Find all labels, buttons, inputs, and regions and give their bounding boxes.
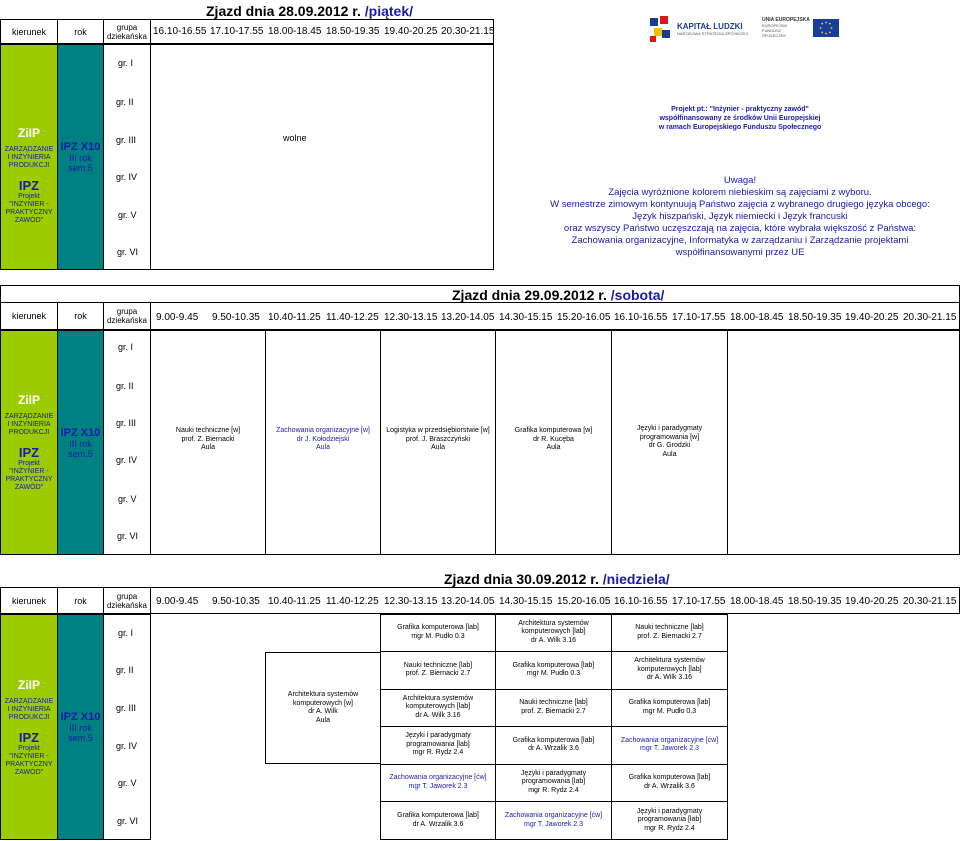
header-grupa: grupa dziekańska (103, 302, 151, 330)
class-teacher: dr A. Wilk 3.16 (646, 674, 693, 682)
class-teacher: prof. Z. Biernacki (181, 435, 235, 443)
zarzadzanie-label: ZARZĄDZANIE I INŻYNIERIA PRODUKCJI (4, 145, 54, 169)
slot: 12.30-13.15 (384, 596, 438, 607)
class-cell (380, 801, 496, 840)
class-room: Aula (200, 444, 215, 452)
class-name: Architektura systemów (634, 657, 705, 665)
class-name: Grafika komputerowa [lab] (628, 699, 711, 706)
group-label: gr. III (116, 418, 137, 428)
group-label: gr. IV (116, 455, 138, 465)
class-cell (495, 614, 612, 651)
slot: 18.00-18.45 (730, 312, 784, 323)
slot: 17.10-17.55 (210, 26, 264, 37)
header-kierunek: kierunek (0, 19, 58, 44)
notice-line: współfinansowanymi przez UE (675, 247, 805, 258)
zip-label: ZiIP (17, 125, 40, 140)
slot: 10.40-11.25 (268, 596, 321, 607)
class-room: Aula (430, 444, 445, 452)
group-label: gr. IV (116, 172, 138, 182)
projekt-label: Projekt (18, 460, 40, 467)
class-name: komputerowych [lab] (405, 703, 471, 711)
class-name: Logistyka w przedsiębiorstwie [w] (386, 427, 490, 435)
class-name: Architektura systemów (402, 694, 474, 702)
class-name: Architektura systemów (287, 691, 359, 698)
class-teacher: dr A. Wilk 3.16 (415, 711, 461, 719)
class-teacher: dr A. Wrzalik 3.6 (528, 745, 579, 752)
header-rok: rok (57, 19, 104, 44)
slot: 18.50-19.35 (788, 312, 842, 323)
kierunek-cell (0, 614, 58, 840)
project-info (600, 105, 880, 132)
zarzadzanie-label: ZARZĄDZANIE I INŻYNIERIA PRODUKCJI (4, 413, 54, 436)
kierunek-cell (0, 44, 58, 270)
class-name: Języki i paradygmaty (520, 769, 587, 777)
slot: 9.00-9.45 (156, 596, 199, 607)
class-cell (495, 420, 612, 460)
slot: 16.10-16.55 (614, 312, 668, 323)
class-room: Aula (315, 716, 330, 724)
class-teacher: dr R. Kucęba (533, 435, 574, 443)
slot: 19.40-20.25 (845, 596, 899, 607)
slot: 18.00-18.45 (268, 26, 322, 37)
class-cell-elective (611, 726, 728, 764)
class-name: Grafika komputerowa [w] (514, 427, 593, 435)
day2-title: Zjazd dnia 29.09.2012 r. /sobota/ (452, 287, 665, 303)
rok-sem-label: III rok sem.5 (68, 438, 93, 459)
class-teacher: dr J. Kołodziejski (296, 435, 350, 443)
zip-label: ZiIP (17, 677, 40, 692)
group-label: gr. II (116, 97, 134, 107)
kapital-ludzki-sub: NARODOWA STRATEGIA SPÓJNOŚCI (677, 31, 749, 36)
class-name: programowania [w] (639, 433, 700, 441)
class-name: Zachowania organizacyjne [ćw] (620, 736, 719, 744)
class-teacher: prof. J. Braszczyński (405, 435, 471, 443)
class-name: Zachowania organizacyjne [ćw] (389, 774, 487, 781)
eu-logo (762, 17, 839, 38)
class-name: Języki i paradygmaty (636, 425, 703, 432)
project-line: Projekt pt.: "Inżynier - praktyczny zawód" (671, 106, 809, 113)
group-label: gr. III (116, 703, 137, 713)
inzynier-label: "INŻYNIER - PRAKTYCZNY ZAWÓD" (5, 468, 53, 491)
slot: 13.20-14.05 (441, 596, 495, 607)
class-cell (611, 764, 728, 801)
slot: 19.40-20.25 (845, 312, 899, 323)
class-cell (380, 651, 496, 689)
group-label: gr. I (118, 58, 134, 68)
rok-sem-label: III rok sem.5 (68, 723, 93, 743)
class-name: Architektura systemów (518, 619, 589, 627)
eu-flag-icon (813, 19, 839, 37)
class-cell (265, 652, 381, 764)
class-teacher: prof. Z. Biernacki 2.7 (521, 707, 586, 715)
ipz-x10-label: IPZ X10 (60, 711, 101, 723)
rok-cell (57, 614, 104, 840)
eu-text: UNIA EUROPEJSKA (762, 17, 810, 23)
notice (520, 175, 960, 259)
zip-label: ZiIP (17, 393, 40, 407)
notice-line: Zachowania organizacyjne, Informatyka w zarządzaniu i Zarządzanie projektami (571, 235, 909, 246)
group-label: gr. VI (117, 531, 139, 541)
slot: 18.00-18.45 (730, 596, 784, 607)
class-name: Zachowania organizacyjne [ćw] (504, 812, 603, 819)
class-cell (380, 689, 496, 726)
class-name: programowania [lab] (406, 740, 470, 748)
class-cell (380, 420, 496, 460)
ipz-x10-label: IPZ X10 (60, 141, 101, 153)
notice-line: Język hiszpański, Język niemiecki i Język francuski (632, 211, 848, 222)
groups-column (103, 614, 151, 840)
class-name: Nauki techniczne [lab] (403, 661, 473, 669)
notice-line: W semestrze zimowym kontynuują Państwo zajęcia z wybranego drugiego języka obcego: (550, 199, 930, 210)
group-label: gr. VI (117, 247, 139, 257)
class-name: komputerowych [w] (293, 699, 353, 707)
class-name: programowania [lab] (521, 778, 586, 786)
class-teacher: mgr M. Pudło 0.3 (411, 632, 465, 640)
slot: 11.40-12.25 (326, 596, 379, 607)
rok-sem-label: III rok sem.5 (68, 153, 93, 173)
class-room: Aula (662, 450, 677, 458)
header-kierunek: kierunek (0, 587, 58, 614)
slot: 15.20-16.05 (557, 596, 611, 607)
ipz-label: IPZ (18, 729, 40, 745)
project-line: współfinansowany ze środków Unii Europejskiej (659, 115, 821, 122)
rok-cell (57, 44, 104, 270)
slot: 13.20-14.05 (441, 312, 495, 323)
slot: 20.30-21.15 (441, 26, 495, 37)
projekt-label: Projekt (18, 192, 40, 200)
class-teacher: prof. Z. Biernacki 2.7 (637, 632, 702, 640)
slot: 17.10-17.55 (672, 312, 726, 323)
inzynier-label: "INŻYNIER - PRAKTYCZNY ZAWÓD" (5, 752, 53, 776)
class-name: Języki i paradygmaty (636, 807, 703, 815)
class-teacher: mgr M. Pudło 0.3 (642, 707, 697, 715)
slot: 10.40-11.25 (268, 312, 321, 323)
header-grupa: grupa dziekańska (103, 19, 151, 44)
group-label: gr. II (116, 665, 134, 675)
ipz-label: IPZ (18, 445, 40, 460)
ipz-label: IPZ (18, 177, 40, 193)
group-label: gr. I (118, 342, 134, 352)
kierunek-cell (0, 330, 58, 555)
class-cell-elective (265, 420, 381, 460)
slot: 20.30-21.15 (903, 596, 957, 607)
group-label: gr. III (116, 135, 137, 145)
rok-cell (57, 330, 104, 555)
class-teacher: dr A. Wrzalik 3.6 (412, 820, 464, 828)
class-cell (611, 801, 728, 840)
class-teacher: mgr R. Rydz 2.4 (644, 824, 695, 832)
class-teacher: mgr T. Jaworek 2.3 (639, 745, 699, 752)
class-name: Języki i paradygmaty (405, 732, 471, 740)
slot: 12.30-13.15 (384, 312, 438, 323)
class-room: Aula (546, 444, 561, 452)
class-teacher: mgr T. Jaworek 2.3 (523, 820, 583, 828)
class-room: Aula (315, 444, 330, 452)
free-label: wolne (283, 133, 307, 143)
class-cell-elective (380, 764, 496, 801)
class-teacher: dr G. Grodzki (648, 442, 691, 449)
notice-line: Zajęcia wyróżnione kolorem niebieskim są zajęciami z wyboru. (608, 187, 872, 198)
header-grupa: grupa dziekańska (103, 587, 151, 614)
class-teacher: dr A. Wilk 3.16 (530, 636, 577, 644)
class-name: komputerowych [lab] (637, 665, 702, 673)
class-name: Nauki techniczne [lab] (635, 624, 704, 631)
notice-line: Uwaga! (723, 175, 757, 186)
zarzadzanie-label: ZARZĄDZANIE I INŻYNIERIA PRODUKCJI (4, 697, 54, 721)
header-kierunek: kierunek (0, 302, 58, 330)
class-cell (380, 726, 496, 764)
class-name: Nauki techniczne [lab] (519, 699, 588, 706)
slot: 19.40-20.25 (384, 26, 438, 37)
group-label: gr. V (118, 210, 137, 220)
class-cell (495, 726, 612, 764)
slot: 14.30-15.15 (499, 312, 553, 323)
group-label: gr. VI (117, 816, 139, 826)
slot: 17.10-17.55 (672, 596, 726, 607)
groups-column (103, 44, 151, 270)
inzynier-label: "INŻYNIER - PRAKTYCZNY ZAWÓD" (5, 200, 53, 224)
class-name: komputerowych [lab] (521, 628, 586, 636)
slot: 16.10-16.55 (614, 596, 668, 607)
class-name: Grafika komputerowa [lab] (397, 812, 479, 819)
class-cell (611, 614, 728, 651)
group-label: gr. V (118, 778, 137, 788)
day1-title: Zjazd dnia 28.09.2012 r. /piątek/ (206, 3, 414, 19)
projekt-label: Projekt (18, 744, 40, 752)
class-cell (611, 418, 728, 466)
class-teacher: dr A. Wrzalik 3.6 (644, 782, 695, 790)
eu-sub: EUROPEJSKI FUNDUSZ SPOŁECZNY (762, 23, 788, 38)
header-rok: rok (57, 302, 104, 330)
class-cell (611, 689, 728, 726)
class-teacher: dr A. Wilk (308, 708, 338, 715)
day3-title: Zjazd dnia 30.09.2012 r. /niedziela/ (444, 571, 670, 587)
slot: 18.50-19.35 (326, 26, 380, 37)
group-label: gr. IV (116, 741, 138, 751)
class-name: Nauki techniczne [w] (175, 427, 241, 435)
day1-schedule-area (150, 44, 494, 270)
header-rok: rok (57, 587, 104, 614)
slot: 18.50-19.35 (788, 596, 842, 607)
class-name: Grafika komputerowa [lab] (512, 661, 595, 669)
slot: 9.50-10.35 (212, 596, 260, 607)
kapital-ludzki-icon (648, 14, 674, 44)
class-name: programowania [lab] (637, 816, 702, 824)
class-teacher: mgr M. Pudło 0.3 (526, 670, 581, 677)
class-teacher: mgr T. Jaworek 2.3 (408, 782, 468, 790)
class-teacher: prof. Z. Biernacki 2.7 (405, 670, 471, 677)
class-name: Grafika komputerowa [lab] (628, 774, 711, 781)
group-label: gr. V (118, 494, 137, 504)
class-cell (495, 764, 612, 801)
class-name: Zachowania organizacyjne [w] (276, 427, 370, 435)
class-cell (380, 614, 496, 651)
group-label: gr. II (116, 381, 134, 391)
slot: 20.30-21.15 (903, 312, 957, 323)
kapital-ludzki-logo (648, 14, 748, 44)
notice-line: oraz wszyscy Państwo uczęszczają na zajęcia, które wybrała większość z Państwa: (563, 223, 917, 234)
ipz-x10-label: IPZ X10 (60, 426, 101, 439)
class-cell (495, 689, 612, 726)
class-name: Grafika komputerowa [lab] (397, 624, 479, 631)
slot: 9.50-10.35 (212, 312, 260, 323)
class-teacher: mgr R. Rydz 2.4 (528, 786, 579, 794)
project-line: w ramach Europejskiego Funduszu Społecznego (658, 124, 822, 131)
class-cell (611, 651, 728, 689)
class-cell (150, 420, 266, 460)
slot: 16.10-16.55 (153, 26, 207, 37)
kapital-ludzki-text: KAPITAŁ LUDZKI (677, 22, 743, 31)
slot: 14.30-15.15 (499, 596, 553, 607)
class-teacher: mgr R. Rydz 2.4 (412, 749, 464, 757)
slot: 9.00-9.45 (156, 312, 199, 323)
class-cell-elective (495, 801, 612, 840)
slot: 15.20-16.05 (557, 312, 611, 323)
group-label: gr. I (118, 628, 134, 638)
class-cell (495, 651, 612, 689)
class-name: Grafika komputerowa [lab] (512, 736, 595, 744)
slot: 11.40-12.25 (326, 312, 379, 323)
groups-column (103, 330, 151, 555)
